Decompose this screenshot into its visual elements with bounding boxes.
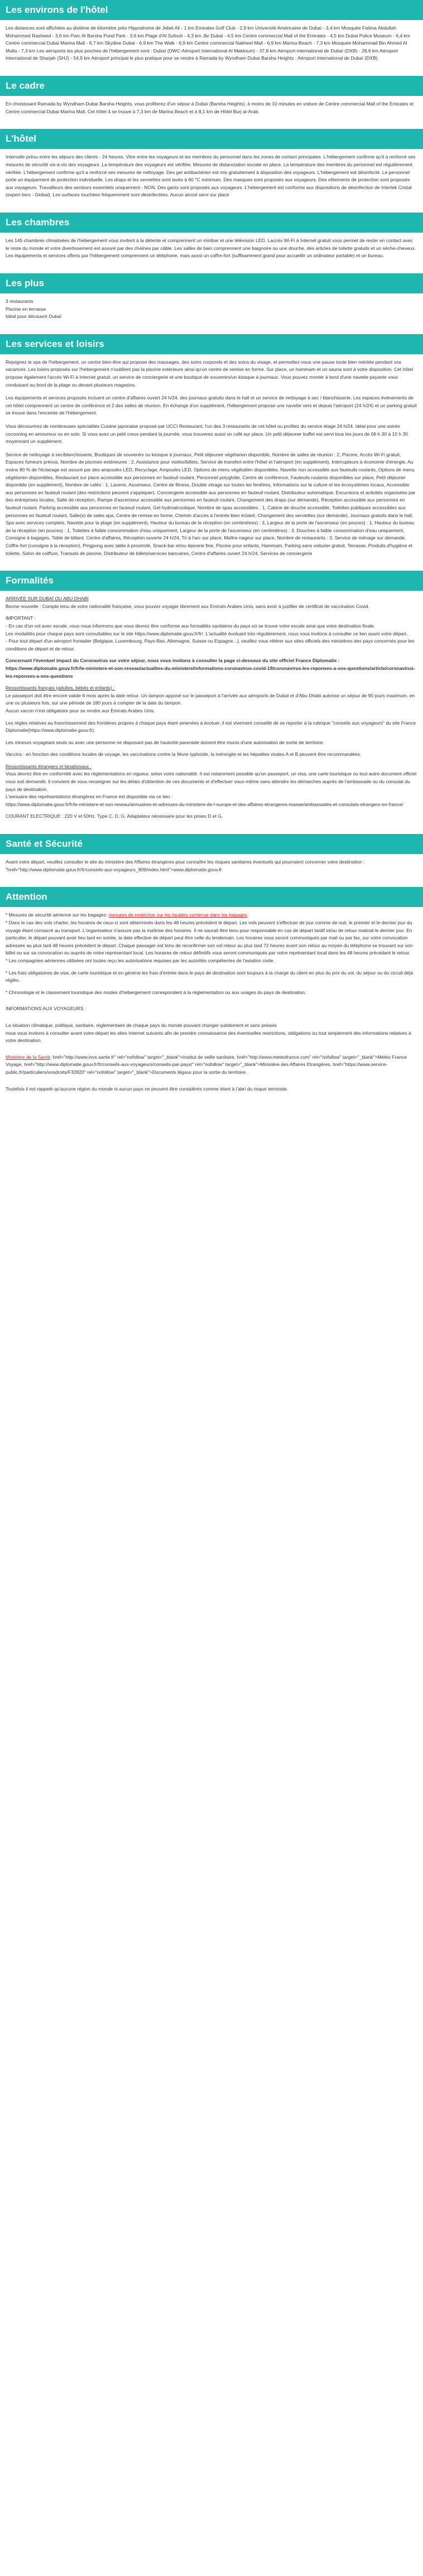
section-title: Les chambres bbox=[0, 213, 423, 233]
inline-link[interactable]: mesures de restriction sur les liquides contenus dans les bagages bbox=[108, 912, 247, 918]
spacer bbox=[6, 746, 417, 751]
text-line: - En cas d'un vol avec escale, vous nous informons que vous devrez être conforme aux formalités sanitaires du pays où se trouve votre escale ainsi que votre destination finale. bbox=[6, 623, 376, 629]
text-line: Vaccins : en fonction des conditions locales de voyage, les vaccinations contre la fièvre typhoïde, la méningite et les hépatites virales A et B peuvent être recommandées. bbox=[6, 751, 362, 758]
section-title: L'hôtel bbox=[0, 129, 423, 149]
formalites-body bbox=[0, 591, 423, 821]
spacer bbox=[6, 735, 417, 739]
section-cadre bbox=[0, 76, 423, 115]
text-line: L'annuaire des représentations étrangères en France est disponible via ce lien : bbox=[6, 794, 173, 800]
sante-text: Avant votre départ, veuillez consulter le site du ministère des Affaires étrangères pour connaître les risques sanitaires éventuels qui pourraient concerner votre destination : "href="http://www.diplomatie.gouv.fr/fr/conseils-aux-voyageurs_909/index.html">www.diplomatie.gouv.fr bbox=[6, 859, 365, 872]
section-title: Les services et loisirs bbox=[0, 334, 423, 354]
subheading: Ressortissants français (adultes, bébés et enfants) : bbox=[6, 685, 115, 691]
section-attention bbox=[0, 887, 423, 1093]
section-title: Les environs de l'hôtel bbox=[0, 0, 423, 20]
inline-link[interactable]: Ministère de la Santé bbox=[6, 1054, 50, 1060]
services-list: Service de nettoyage à sec/blanchisserie, Boutiques de souvenirs ou kiosque à journaux, Petit déjeuner végétarien disponible, Nombre de salles de réunion : 2, Piscine, Accès Wi-Fi gratuit, Espaces fumeurs prévus, Nombre de piscines extérieures : 2, Assistance pour visites/billets, Service de transfert entre l'hôtel et l'aéroport (en supplément), Interrupteurs à économie d'énergie, Au moins 80 % de l'éclairage est assuré par des ampoules LED, Recyclage, Ampoules LED, Options de menu végétalien disponibles, Navette non accessible aux fauteuils roulants, Options de menu végétarien disponibles, Restaurant sur place accessible aux personnes en fauteuil roulant, Personnel polyglotte, Centre de conférence, Fauteuils roulants disponibles sur place, Petit déjeuner disponible (en supplément), Nombre de cafés : 1, Laverie, Ascenseur, Centre de fitness, Double vitrage sur toutes les fenêtres, Informations sur la culture et les écosystèmes locaux, Accessible aux personnes en fauteuil roulant (des restrictions peuvent s'appliquer), Conciergerie accessible aux personnes en fauteuil roulant, Distributeur automatique, Excursions et activités organisées par des entreprises locales, Salle de réception, Rampe d'ascenseur accessible aux personnes en fauteuil roulant, Changement des draps (sur demande), Réception accessible aux personnes en fauteuil roulant, Parking accessible aux personnes en fauteuil roulant, Gel hydroalcoolique, Nombre de spas accessibles : 1, Cabine de douche accessible, Toilettes publiques accessibles aux personnes en fauteuil roulant, Salle(s) de sales spa, Centre de remise en forme, Chemin d'accès à l'entrée bien éclairé, Changement des serviettes (sur demande), Journaux gratuits dans le hall, Spa avec services complets, Navette pour la plage (en supplément), Hauteur du bureau de la réception (en centimètres) : 3, Largeur de la porte de l'ascenseur (en pouces) : 1, Hauteur du bureau de la réception (en pouces) : 1, Toilettes à faible consommation d'eau uniquement, Largeur de la porte de l'ascenseur (en centimètres) : 3, Douches à faible consommation d'eau uniquement, Consigne à bagages, Table de billard, Centre d'affaires, Réception ouverte 24 h/24, Tri à l'arc sur place, Maître-nageur sur place, Nombre de restaurants : 3, Service de ménage sur demande, Coffre-fort (consigne à la réception), Pingpong avec table à proximité, Snack-bar et/ou épicerie fine, Piscine pour enfants, Hammam, Parking sans voiturier gratuit, Terrasse, Produits d'hygiène et toilette, Salon de coiffure, Transats de piscine, Distributeur de billets/services bancaires, Centre d'affaires ouvert 24 h/24, Services de conciergerie bbox=[6, 451, 416, 556]
section-title: Formalités bbox=[0, 571, 423, 591]
spacer bbox=[6, 808, 417, 813]
section-services bbox=[0, 334, 423, 557]
services-text: Vous découvrirez de nombreuses spécialités Cuisine japonaise proposé par UCCI Restaurant, l'un des 3 restaurants de cet hôtel ou profitez du service étage 24 h/24. Idéal pour une soirée cocooning en amoureux ou en solo. Si vous avez un petit creux pendant la journée, vous trouverez aussi un café sur place. Un petit déjeuner buffet est servi tous les jours de 06 h 30 à 10 h 30 moyennant un supplément. bbox=[6, 423, 408, 445]
text-line: * Les compagnies aériennes utilisées ont toutes reçu les autorisations requises par les autorités compétentes de l'aviation civile. bbox=[6, 957, 275, 963]
spacer bbox=[6, 1077, 417, 1081]
section-hotel bbox=[0, 129, 423, 199]
text-line: Les règles relatives au franchissement des frontières propres à chaque pays étant amenées à évoluer, il est vivement conseillé de se reporter à la rubrique "conseils aux voyageurs" du site France Diplomatie(https://www.diplomatie.gouv.fr). bbox=[6, 720, 416, 734]
section-sante bbox=[0, 834, 423, 874]
spacer bbox=[6, 1001, 417, 1005]
attention-body bbox=[0, 907, 423, 1093]
subheading: ARRIVÉE SUR DUBAÏ OU ABU DHABI bbox=[6, 596, 89, 602]
page bbox=[0, 0, 423, 1106]
text-with-link bbox=[6, 1054, 417, 1077]
text-line: https://www.diplomatie.gouv.fr/fr/le-ministere-et-son-reseau/annuaires-et-adresses-du-ministere-de-l-europe-et-des-affaires-etrangeres-maeae/ambassades-et-consulats-etrangers-en-france/ bbox=[6, 801, 403, 807]
text-segment: : href="http://www.invs.sante.fr" rel="nofollow" target="_blank">Institut de veille sanitaire, href="http://www.meteofrance.com" rel="nofollow" target="_blank">Météo France Voyage, href="http://www.diplomatie.gouv.fr/fr/conseils-aux-voyageurs/conseils-par-pays/" rel="nofollow" target="_blank">Ministère des Affaires Etrangères, href="https://www.service-public.fr/particuliers/vosdroits/F32820" rel="nofollow" target="_blank">Documents légaux pour la sortie du territoire. bbox=[6, 1054, 407, 1075]
spacer bbox=[6, 965, 417, 969]
spacer bbox=[6, 759, 417, 763]
text-line: La situation climatique, politique, sanitaire, réglementaire de chaque pays du monde pouvant changer subitement et sans préavis bbox=[6, 1022, 277, 1028]
section-title: Santé et Sécurité bbox=[0, 834, 423, 854]
spacer bbox=[6, 985, 417, 989]
text-line: Les mineurs voyageant seuls ou avec une personne ne disposant pas de l'autorité parentale doivent être munis d'une autorisation de sortie de territoire. bbox=[6, 739, 324, 745]
emphasis-text: https://www.diplomatie.gouv.fr/fr/le-ministere-et-son-reseau/actualites-du-ministere/informations-coronavirus-covid-19/coronavirus-les-reponses-a-vos-questions/article/coronavirus-les-reponses-a-vos-questions bbox=[6, 665, 415, 679]
spacer bbox=[6, 996, 417, 1001]
text-line: * Dans le cas des vols charter, les horaires de ceux-ci sont déterminés dans les 48 heures précédent le départ. Les vols peuvent s'effectuer de jour comme de nuit, le premier et le dernier jour du voyage étant consacré au transport. L'organisateur n'assure pas la maîtrise des horaires. Il ne saurait être tenu pour responsable en cas de départ tardif et/ou de retour matinal le dernier jour. En particulier, le départ pouvant avoir lieu tard en soirée, la date effective de départ peut être celle du lendemain. Les horaires vous seront communiqués par mail ou par fax, sur votre convocation adressée au plus tard 48 heures précédent le départ. Chaque passager est tenu de reconfirmer son vol retour au plus tard 72 heures avant son retour au moyen du téléphone se trouvant sur son billet ou sur sa convocation ou auprès de notre représentant local. Les horaires de retour définitifs vous seront communiqués par notre représentant local dans les 48 heures précédant le retour. bbox=[6, 920, 413, 956]
spacer bbox=[6, 1017, 417, 1022]
cadre-text: En choisissant Ramada by Wyndham Dubai Barsha Heights, vous profiterez d'un séjour à Dubaï (Barsha Heights), à moins de 10 minutes en voiture de Centre commercial Mall of the Emirates et Centre commercial Dubai Marina Mall. Cet hôtel 4 se trouve à 7,3 km de Marina Beach et à 8,1 km de Hôtel Burj al-Arab. bbox=[6, 101, 414, 114]
plus-item: Idéal pour découvrir Dubaï bbox=[6, 313, 62, 320]
spacer bbox=[6, 610, 417, 615]
services-text: Rejoignez le spa de l'hébergement, un centre bien-être qui propose des massages, des soins corporels et des soins du visage, et permettez-vous une pause toute bien méritée pendant vos vacances. Les loisirs proposés sur l'hébergement n'oublient pas la piscine extérieure ainsi qu'un centre de remise en forme. Sur place, un hammam et un sauna sont à votre disposition. Cet hôtel propose également l'accès Wi-Fi à Internet gratuit, un service de conciergerie et une boutique de souvenirs/un kiosque à journaux. Vous pouvez monter à bord d'une navette payante vous conduisant au bord de la plage ou devant plusieurs magasins. bbox=[6, 359, 414, 388]
text-line: Vous devrez être en conformité avec les réglementations en vigueur, selon votre nationalité. Il est notamment possible qu'un passeport, un visa, une carte touristique ou tout autre document officiel vous soit demandé. Il convient de vous renseigner sur les délais d'obtention de ces documents et d'effectuer vous-même sans attendre les démarches auprès de l'ambassade ou du consulat du pays de destination. bbox=[6, 771, 417, 792]
chambres-text: Les 145 chambres climatisées de l'hébergement vous invitent à la détente et comprennent un minibar et une télévision LED. Laccès Wi-Fi à Internet gratuit vous permet de rester en contact avec le reste du monde et votre divertissement est assuré par des chaînes par câble. Les salles de bain comprennent une baignoire ou une douche, des articles de toilette gratuits et un sèche-cheveux. Les équipements et services offerts par l'hébergement comprennent un téléphone, mais aussi un coffre-fort (suffisamment grand pour accueillir un ordinateur portable) et un bureau. bbox=[6, 238, 416, 259]
text-line: INFORMATIONS AUX VOYAGEURS : bbox=[6, 1006, 86, 1012]
text-with-link bbox=[6, 911, 417, 919]
emphasis-text: Concernant l'éventuel impact du Coronavirus sur votre séjour, nous vous invitons à consulter la page ci-dessous du site officiel France Diplomatie : bbox=[6, 658, 340, 664]
text-segment: * Mesures de sécurité aérienne sur les bagages: bbox=[6, 912, 109, 918]
section-environs bbox=[0, 0, 423, 62]
text-line: COURANT ELECTRIQUE : 220 V et 50Hz. Type C, D, G. Adaptateur nécessaire pour les prises D et G. bbox=[6, 813, 223, 819]
section-formalites bbox=[0, 571, 423, 821]
spacer bbox=[6, 653, 417, 657]
text-line: - Pour tout départ d'un aéroport frontalier (Belgique, Luxembourg, Pays-Bas, Allemagne, Suisse ou Espagne...), veuillez vous rétérer aux sites officiels des ministères des pays concernés pour les conditions de départ et de retour. bbox=[6, 638, 415, 652]
services-text: Les équipements et services proposés incluent un centre d'affaires ouvert 24 h/24, des journaux gratuits dans le hall et un service de nettoyage à sec / blanchisserie. Les espaces événements de cet hôtel comprennent un centre de conférence et 2 des salles de réunion. En échange d'un supplément, l'hébergement propose une navette vers et depuis l'aéroport (24 h/24) et un parking gratuit se trouve dans l'enceinte de l'hébergement. bbox=[6, 395, 417, 416]
text-line: Toutefois il est rappelé qu'aucune région du monde ni aucun pays ne peuvent être considérés comme étant à l'abri du risque terroriste. bbox=[6, 1086, 288, 1092]
plus-item: 3 restaurants bbox=[6, 298, 33, 304]
spacer bbox=[6, 1013, 417, 1017]
text-line: nous vous invitons à consulter avant votre départ les sites Internet suivants afin de prendre connaissance des éventuelles restrictions, obligations ou tout simplement des informations relatives à votre destination. bbox=[6, 1030, 411, 1044]
hotel-text: Intervalle prévu entre les séjours des clients - 24 heures. Vitre entre les voyageurs et les membres du personnel dans les zones de contact principales. L'hébergement confirme qu'il a renforcé ses mesures de sécurité vis-à-vis des voyageurs. La température des voyageurs est vérifiée. Mesures de distanciation sociale en place. La température des membres du personnel est régulièrement vérifiée. L'hébergement confirme qu'il a renforcé ses mesures de nettoyage. Des gel antibactérien est mis gratuitement à disposition des voyageurs. L'hébergement est désinfecté. Le personnel porte un équipement de protection individuelle. Les draps et les serviettes sont lavés à 60 °C minimum. Des masques sont proposés aux voyageurs. Des vêtements de protection sont proposés aux voyageurs. Travailleurs des secteurs essentiels uniquement - NON. Des gants sont proposés aux voyageurs. L'hébergement est conforme aux dispositions de désinfection de Intertek Cristal (expert tiers - Global). Les surfaces touchées fréquemment sont désinfectées. Aucun alcool servi sur place bbox=[6, 154, 416, 198]
subheading: Ressortissants étrangers et binationaux : bbox=[6, 763, 92, 769]
spacer bbox=[6, 1049, 417, 1054]
text-line: Bonne nouvelle : Compte tenu de votre nationalité française, vous pouvez voyager librement aux Emirats Arabes Unis, sans avoir à justifier de certificat de vaccination Covid. bbox=[6, 603, 370, 609]
plus-item: Piscine en terrasse bbox=[6, 306, 46, 312]
spacer bbox=[6, 715, 417, 720]
section-chambres bbox=[0, 213, 423, 260]
text-line: Le passeport doit être encore valide 6 mois après la date retour. Un tampon apposé sur le passeport à l'arrivée aux aéroports de Dubaï et d'Abu Dhabi autorise un séjour de 90 jours maximum, en une ou plusieurs fois, sur une période de 180 jours à compter de la date du tampon. bbox=[6, 692, 415, 706]
environs-text: Les distances sont affichées au dixième de kilomètre près Hippodrome de Jebel Ali - 1 km Emirates Golf Club - 2,9 km Université Américaine de Dubaï - 3,4 km Mosquée Fatima Abdullah Mohammed Rasheed - 3,6 km Parc Al Barsha Pond Park - 3,6 km Plage d'Al Sufouh - 4,3 km Jbr Dubai - 4,5 km Centre commercial Mall of the Emirates - 4,5 km Dubai Police Museum - 6,4 km Centre commercial Dubai Marina Mall - 6,7 km Skydive Dubai - 6,9 km The Walk - 6,9 km Centre commercial Nakheel Mall - 6,9 km Marina Beach - 7,3 km Mosquée Mohammad Bin Ahmed Al Mulla - 7,3 km Les aéroports les plus proches de l'hébergement sont : Dubaï (DWC-Aéroport International Al Maktoum) - 37,8 km Aéroport international de Dubaï (DXB) - 28,6 km Aéroport international de Sharjah (SHJ) - 54,9 km Aéroport principal le plus pratique pour se rendre à Ramada by Wyndham Dubai Barsha Heights : Aéroport international de Dubaï (DXB) bbox=[6, 25, 410, 61]
text-segment: . bbox=[247, 912, 249, 918]
section-title: Le cadre bbox=[0, 76, 423, 96]
text-line: Aucun vaccin n'est obligatoire pour se rendre aux Emirats Arabes Unis. bbox=[6, 707, 155, 713]
text-line: * Chronologie et le classement touristique des modes d'hébergement correspondent à la réglementation ou aux usages du pays de destination. bbox=[6, 989, 306, 995]
spacer bbox=[6, 1045, 417, 1049]
section-plus bbox=[0, 273, 423, 321]
text-line: IMPORTANT : bbox=[6, 615, 36, 621]
text-line: Les modalités pour chaque pays sont consultables sur le site https://www.diplomatie.gouv.fr/fr/. L'actualité évoluant très régulièrement, nous vous invitons à consulter ce lien avant votre départ. bbox=[6, 630, 408, 636]
text-line: * Les frais obligatoires de visa, de carte touristique et en général les frais d'entrée dans le pays de destination sont toujours à la charge du client en plus du prix du vol, du séjour ou du circuit déjà réglés. bbox=[6, 969, 414, 983]
section-title: Attention bbox=[0, 887, 423, 907]
spacer bbox=[6, 680, 417, 684]
spacer bbox=[6, 1081, 417, 1086]
section-title: Les plus bbox=[0, 273, 423, 293]
